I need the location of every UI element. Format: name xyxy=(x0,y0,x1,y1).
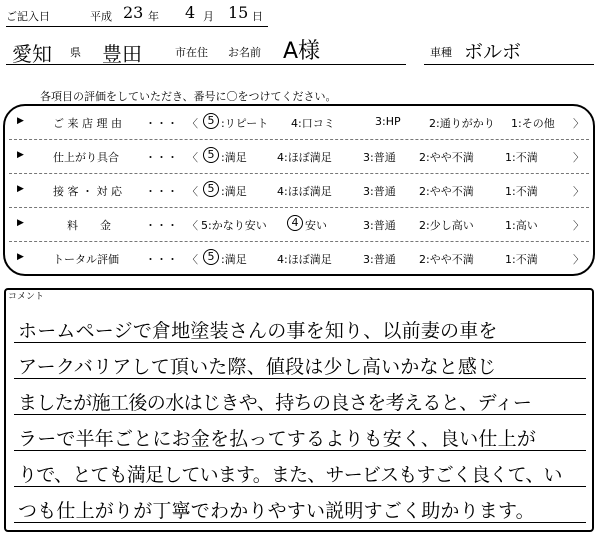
option-1[interactable]: :満足 xyxy=(221,185,247,198)
option-3[interactable]: 3:HP xyxy=(375,115,401,128)
prefecture-unit: 県 xyxy=(70,46,81,59)
selected-option[interactable] xyxy=(287,215,303,231)
ruled-line xyxy=(14,342,586,343)
day-value: 15 xyxy=(228,3,249,22)
year-value: 23 xyxy=(123,3,144,22)
car-label: 車種 xyxy=(430,46,452,59)
option-1[interactable]: :満足 xyxy=(221,151,247,164)
prefecture-value: 愛知 xyxy=(12,42,52,66)
option-4[interactable]: 2:やや不満 xyxy=(419,253,474,266)
name-label: お名前 xyxy=(228,46,261,59)
circle-mark-icon: 5 xyxy=(203,181,219,197)
row-close-bracket: 〉 xyxy=(573,117,584,130)
row-dots: ・・・ xyxy=(145,253,178,266)
day-unit: 日 xyxy=(252,10,263,23)
option-4[interactable]: 2:やや不満 xyxy=(419,151,474,164)
survey-row-visit-reason xyxy=(5,106,593,140)
selected-option[interactable] xyxy=(203,147,219,163)
comment-line: ホームページで倉地塗装さんの事を知り、以前妻の車を xyxy=(18,320,498,342)
comment-line: つも仕上がりが丁寧でわかりやすい説明すごく助かります。 xyxy=(18,500,535,522)
option-4[interactable]: 2:やや不満 xyxy=(419,185,474,198)
selected-option[interactable] xyxy=(203,181,219,197)
selected-option[interactable] xyxy=(203,249,219,265)
comment-line: りで、とても満足しています。また、サービスもすごく良くて、い xyxy=(18,464,562,486)
option-1[interactable]: :リピート xyxy=(221,117,269,130)
month-value: 4 xyxy=(185,3,196,22)
row-close-bracket: 〉 xyxy=(573,253,584,266)
selected-option[interactable] xyxy=(203,113,219,129)
option-3[interactable]: 3:普通 xyxy=(363,151,396,164)
name-underline-right xyxy=(424,64,594,65)
bullet-icon: ▶ xyxy=(17,252,24,262)
row-category: 接 客 ・ 対 応 xyxy=(53,185,122,198)
survey-row-price xyxy=(5,208,593,242)
option-5[interactable]: 1:不満 xyxy=(505,151,538,164)
bullet-icon: ▶ xyxy=(17,184,24,194)
row-category: 料 金 xyxy=(67,219,111,232)
option-2[interactable]: 4:ほぼ満足 xyxy=(277,185,332,198)
option-5[interactable]: 1:高い xyxy=(505,219,538,232)
ruled-line xyxy=(14,378,586,379)
row-category: ご 来 店 理 由 xyxy=(53,117,122,130)
instructions-text: 各項目の評価をしていただき、番号に〇をつけてください。 xyxy=(40,90,337,103)
circle-mark-icon: 5 xyxy=(203,249,219,265)
row-category: トータル評価 xyxy=(53,253,119,266)
circle-mark-icon: 4 xyxy=(287,215,303,231)
option-3[interactable]: 3:普通 xyxy=(363,253,396,266)
comment-box xyxy=(4,288,594,532)
survey-row-service xyxy=(5,174,593,208)
ruled-line xyxy=(14,414,586,415)
comment-line: ましたが施工後の水はじきや、持ちの良さを考えると、ディー xyxy=(18,392,532,414)
row-dots: ・・・ xyxy=(145,151,178,164)
circle-mark-icon: 5 xyxy=(203,147,219,163)
comment-line: ラーで半年ごとにお金を払ってするよりも安く、良い仕上が xyxy=(18,428,537,450)
comment-line: アークバリアして頂いた際、値段は少し高いかなと感じ xyxy=(18,356,497,378)
option-1[interactable]: 5:かなり安い xyxy=(201,219,267,232)
row-close-bracket: 〉 xyxy=(573,151,584,164)
row-open-bracket: 〈 xyxy=(187,219,198,232)
option-5[interactable]: 1:その他 xyxy=(511,117,555,130)
circle-mark-icon: 5 xyxy=(203,113,219,129)
year-unit: 年 xyxy=(148,10,159,23)
date-label: ご記入日 xyxy=(6,10,50,23)
ruled-line xyxy=(14,522,586,523)
option-2[interactable]: 4:ほぼ満足 xyxy=(277,253,332,266)
option-1[interactable]: :満足 xyxy=(221,253,247,266)
row-dots: ・・・ xyxy=(145,219,178,232)
row-dots: ・・・ xyxy=(145,117,178,130)
option-3[interactable]: 3:普通 xyxy=(363,185,396,198)
bullet-icon: ▶ xyxy=(17,150,24,160)
car-value: ボルボ xyxy=(464,41,522,63)
date-underline xyxy=(6,26,268,27)
ruled-line xyxy=(14,486,586,487)
row-open-bracket: 〈 xyxy=(187,253,198,266)
bullet-icon: ▶ xyxy=(17,116,24,126)
survey-row-total xyxy=(5,242,593,276)
era-label: 平成 xyxy=(90,10,112,23)
customer-name: A様 xyxy=(283,39,321,64)
month-unit: 月 xyxy=(203,10,214,23)
row-close-bracket: 〉 xyxy=(573,185,584,198)
city-value: 豊田 xyxy=(102,42,142,66)
option-2[interactable]: 安い xyxy=(305,219,327,232)
ruled-line xyxy=(14,450,586,451)
option-5[interactable]: 1:不満 xyxy=(505,253,538,266)
name-underline-left xyxy=(6,64,406,65)
comment-label: コメント xyxy=(8,292,45,302)
option-4[interactable]: 2:少し高い xyxy=(419,219,474,232)
option-2[interactable]: 4:口コミ xyxy=(291,117,335,130)
survey-row-finish-quality xyxy=(5,140,593,174)
bullet-icon: ▶ xyxy=(17,218,24,228)
option-3[interactable]: 3:普通 xyxy=(363,219,396,232)
row-category: 仕上がり具合 xyxy=(53,151,119,164)
row-open-bracket: 〈 xyxy=(187,117,198,130)
city-label: 市在住 xyxy=(175,46,208,59)
survey-box xyxy=(3,104,595,276)
row-close-bracket: 〉 xyxy=(573,219,584,232)
row-open-bracket: 〈 xyxy=(187,185,198,198)
option-2[interactable]: 4:ほぼ満足 xyxy=(277,151,332,164)
option-5[interactable]: 1:不満 xyxy=(505,185,538,198)
row-dots: ・・・ xyxy=(145,185,178,198)
row-open-bracket: 〈 xyxy=(187,151,198,164)
option-4[interactable]: 2:通りがかり xyxy=(429,117,495,130)
